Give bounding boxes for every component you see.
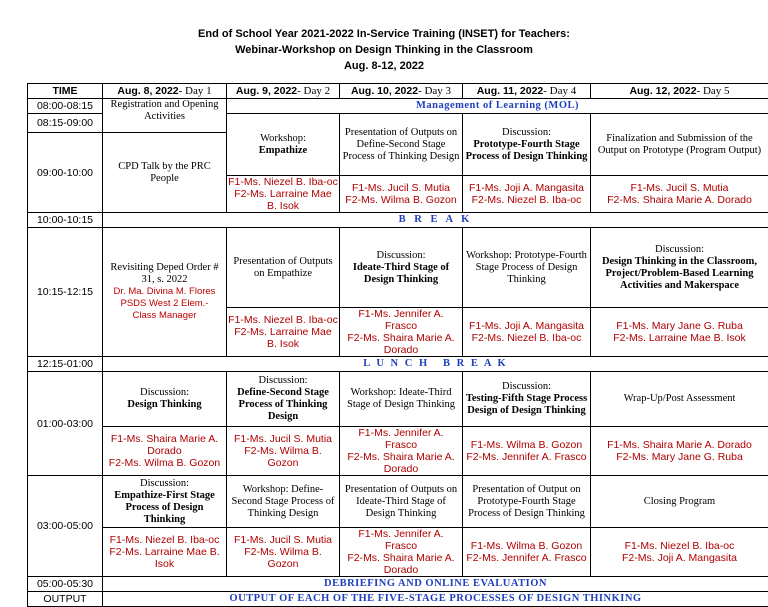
day5-morning: Finalization and Submission of the Output on Prototype (Program Output) bbox=[591, 114, 768, 176]
day5-late-morning: Discussion: Design Thinking in the Classroom, Project/Problem-Based Learning Activities and Makerspace bbox=[591, 228, 768, 308]
day4-morning: Discussion: Prototype-Fourth Stage Process of Design Thinking bbox=[463, 114, 591, 176]
day2-afternoon1-facilitators: F1-Ms. Jucil S. Mutia F2-Ms. Wilma B. Gozon bbox=[227, 427, 340, 476]
break-banner: B R E A K bbox=[103, 213, 768, 228]
day3-afternoon1-facilitators: F1-Ms. Jennifer A. Frasco F2-Ms. Shaira Marie A. Dorado bbox=[340, 427, 463, 476]
title-line-1: End of School Year 2021-2022 In-Service Training (INSET) for Teachers: bbox=[0, 26, 768, 42]
header-day-3: Aug. 10, 2022- Day 3 bbox=[340, 84, 463, 99]
day4-late-morning: Workshop: Prototype-Fourth Stage Process of Design Thinking bbox=[463, 228, 591, 308]
day5-afternoon2-facilitators: F1-Ms. Niezel B. Iba-oc F2-Ms. Joji A. Mangasita bbox=[591, 528, 768, 577]
mol-banner: Management of Learning (MOL) bbox=[227, 99, 768, 114]
day1-cpd-talk: CPD Talk by the PRC People bbox=[103, 133, 227, 213]
time-cell: 05:00-05:30 bbox=[28, 577, 103, 592]
day5-late-facilitators: F1-Ms. Mary Jane G. Ruba F2-Ms. Larraine Mae B. Isok bbox=[591, 308, 768, 357]
day1-afternoon2-facilitators: F1-Ms. Niezel B. Iba-oc F2-Ms. Larraine Mae B. Isok bbox=[103, 528, 227, 577]
time-cell: 03:00-05:00 bbox=[28, 476, 103, 577]
time-cell: 10:00-10:15 bbox=[28, 213, 103, 228]
time-cell: 12:15-01:00 bbox=[28, 357, 103, 372]
day2-afternoon2-facilitators: F1-Ms. Jucil S. Mutia F2-Ms. Wilma B. Gozon bbox=[227, 528, 340, 577]
day4-afternoon1: Discussion: Testing-Fifth Stage Process Design of Design Thinking bbox=[463, 372, 591, 427]
time-cell: OUTPUT bbox=[28, 592, 103, 607]
time-cell: 08:15-09:00 bbox=[28, 114, 103, 133]
day1-afternoon1-facilitators: F1-Ms. Shaira Marie A. Dorado F2-Ms. Wilma B. Gozon bbox=[103, 427, 227, 476]
time-cell: 09:00-10:00 bbox=[28, 133, 103, 213]
day4-morning-facilitators: F1-Ms. Joji A. Mangasita F2-Ms. Niezel B. Iba-oc bbox=[463, 176, 591, 213]
day2-late-morning: Presentation of Outputs on Empathize bbox=[227, 228, 340, 308]
day3-morning: Presentation of Outputs on Define-Second Stage Process of Thinking Design bbox=[340, 114, 463, 176]
day3-late-morning: Discussion: Ideate-Third Stage of Design Thinking bbox=[340, 228, 463, 308]
day2-morning-facilitators: F1-Ms. Niezel B. Iba-oc F2-Ms. Larraine Mae B. Isok bbox=[227, 176, 340, 213]
day3-afternoon2: Presentation of Outputs on Ideate-Third Stage of Design Thinking bbox=[340, 476, 463, 528]
schedule-table bbox=[27, 83, 768, 607]
day2-afternoon2: Workshop: Define-Second Stage Process of Thinking Design bbox=[227, 476, 340, 528]
title-line-3: Aug. 8-12, 2022 bbox=[0, 58, 768, 74]
debrief-banner: DEBRIEFING AND ONLINE EVALUATION bbox=[103, 577, 768, 592]
row-0800 bbox=[28, 99, 768, 114]
time-cell: 08:00-08:15 bbox=[28, 99, 103, 114]
row-0100 bbox=[28, 372, 768, 427]
row-1000 bbox=[28, 213, 768, 228]
day4-late-facilitators: F1-Ms. Joji A. Mangasita F2-Ms. Niezel B. Iba-oc bbox=[463, 308, 591, 357]
lunch-banner: L U N C H B R E A K bbox=[103, 357, 768, 372]
day1-afternoon1: Discussion: Design Thinking bbox=[103, 372, 227, 427]
day2-late-facilitators: F1-Ms. Niezel B. Iba-oc F2-Ms. Larraine Mae B. Isok bbox=[227, 308, 340, 357]
header-day-2: Aug. 9, 2022- Day 2 bbox=[227, 84, 340, 99]
day1-deped-order: Revisiting Deped Order # 31, s. 2022 Dr. Ma. Divina M. Flores PSDS West 2 Elem.- Class Manager bbox=[103, 228, 227, 357]
header-row bbox=[28, 84, 768, 99]
day1-registration: Registration and Opening Activities bbox=[103, 99, 227, 133]
day3-afternoon1: Workshop: Ideate-Third Stage of Design Thinking bbox=[340, 372, 463, 427]
day4-afternoon2: Presentation of Output on Prototype-Fourth Stage Process of Design Thinking bbox=[463, 476, 591, 528]
day5-afternoon1-facilitators: F1-Ms. Shaira Marie A. Dorado F2-Ms. Mary Jane G. Ruba bbox=[591, 427, 768, 476]
day4-afternoon1-facilitators: F1-Ms. Wilma B. Gozon F2-Ms. Jennifer A. Frasco bbox=[463, 427, 591, 476]
day3-morning-facilitators: F1-Ms. Jucil S. Mutia F2-Ms. Wilma B. Gozon bbox=[340, 176, 463, 213]
title-line-2: Webinar-Workshop on Design Thinking in the Classroom bbox=[0, 42, 768, 58]
header-day-1: Aug. 8, 2022- Day 1 bbox=[103, 84, 227, 99]
header-day-5: Aug. 12, 2022- Day 5 bbox=[591, 84, 768, 99]
document-title bbox=[0, 26, 768, 74]
row-0100-facilitators bbox=[28, 427, 768, 476]
row-0500 bbox=[28, 577, 768, 592]
row-1215 bbox=[28, 357, 768, 372]
day1-afternoon2: Discussion: Empathize-First Stage Process of Design Thinking bbox=[103, 476, 227, 528]
day5-afternoon1: Wrap-Up/Post Assessment bbox=[591, 372, 768, 427]
row-0300-facilitators bbox=[28, 528, 768, 577]
day3-late-facilitators: F1-Ms. Jennifer A. Frasco F2-Ms. Shaira Marie A. Dorado bbox=[340, 308, 463, 357]
row-0300 bbox=[28, 476, 768, 528]
header-time: TIME bbox=[28, 84, 103, 99]
time-cell: 10:15-12:15 bbox=[28, 228, 103, 357]
time-cell: 01:00-03:00 bbox=[28, 372, 103, 476]
day5-afternoon2: Closing Program bbox=[591, 476, 768, 528]
day5-morning-facilitators: F1-Ms. Jucil S. Mutia F2-Ms. Shaira Marie A. Dorado bbox=[591, 176, 768, 213]
day2-morning: Workshop: Empathize bbox=[227, 114, 340, 176]
day4-afternoon2-facilitators: F1-Ms. Wilma B. Gozon F2-Ms. Jennifer A. Frasco bbox=[463, 528, 591, 577]
day3-afternoon2-facilitators: F1-Ms. Jennifer A. Frasco F2-Ms. Shaira Marie A. Dorado bbox=[340, 528, 463, 577]
output-banner: OUTPUT OF EACH OF THE FIVE-STAGE PROCESSES OF DESIGN THINKING bbox=[103, 592, 768, 607]
day2-afternoon1: Discussion: Define-Second Stage Process of Thinking Design bbox=[227, 372, 340, 427]
header-day-4: Aug. 11, 2022- Day 4 bbox=[463, 84, 591, 99]
row-1015 bbox=[28, 228, 768, 308]
